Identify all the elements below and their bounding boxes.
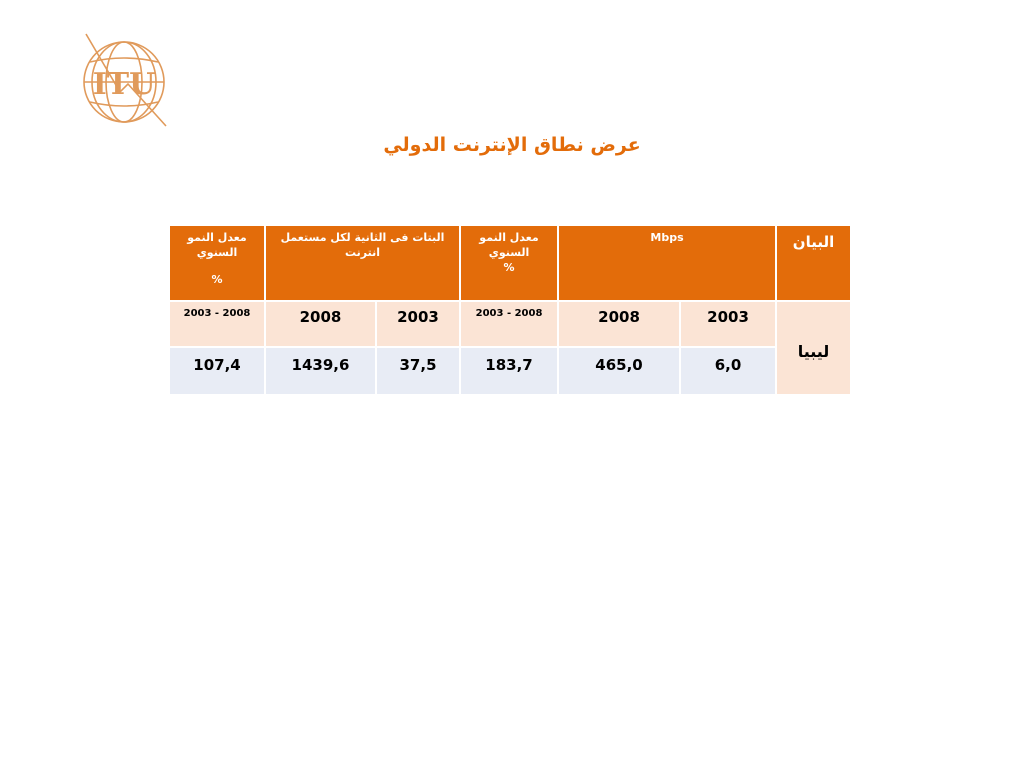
value-bits-2003: 37,5: [376, 347, 460, 395]
logo-text: ITU: [92, 67, 156, 102]
bandwidth-table: [168, 224, 852, 396]
header-growth-rate-2-line3: %: [503, 260, 515, 274]
value-growth-1: 107,4: [169, 347, 265, 395]
header-statement-label: البيان: [792, 233, 835, 251]
header-growth-rate-2: [460, 225, 558, 301]
value-bits-2008: 1439,6: [265, 347, 376, 395]
header-bits-per-user-label: البتات فى الثانية لكل مستعمل انترنت: [280, 231, 445, 259]
header-growth-rate-2-line2: السنوي: [488, 245, 530, 259]
itu-logo-graphic: [78, 30, 170, 128]
header-statement: [776, 225, 851, 301]
header-bits-per-user: [265, 225, 460, 301]
year-mbps-2008: 2008: [558, 301, 680, 347]
year-bits-2003: 2003: [376, 301, 460, 347]
years-row: [169, 301, 851, 347]
page-title: عرض نطاق الإنترنت الدولي: [383, 134, 641, 156]
header-growth-rate-1-line1: معدل النمو: [187, 231, 247, 244]
header-growth-rate-1-line2: السنوي: [196, 245, 238, 259]
header-growth-rate-1: [169, 225, 265, 301]
value-mbps-2008: 465,0: [558, 347, 680, 395]
values-row: [169, 347, 851, 395]
year-growth-range-1: 2003 - 2008: [169, 301, 265, 347]
header-mbps: Mbps: [558, 225, 776, 301]
value-growth-2: 183,7: [460, 347, 558, 395]
country-cell: ليبيا: [776, 301, 851, 395]
year-bits-2008: 2008: [265, 301, 376, 347]
year-growth-range-2: 2003 - 2008: [460, 301, 558, 347]
header-growth-rate-2-line1: معدل النمو: [479, 231, 539, 244]
itu-logo: [78, 30, 170, 128]
value-mbps-2003: 6,0: [680, 347, 776, 395]
year-mbps-2003: 2003: [680, 301, 776, 347]
header-growth-rate-1-line3: %: [211, 272, 223, 286]
header-row: [169, 225, 851, 301]
